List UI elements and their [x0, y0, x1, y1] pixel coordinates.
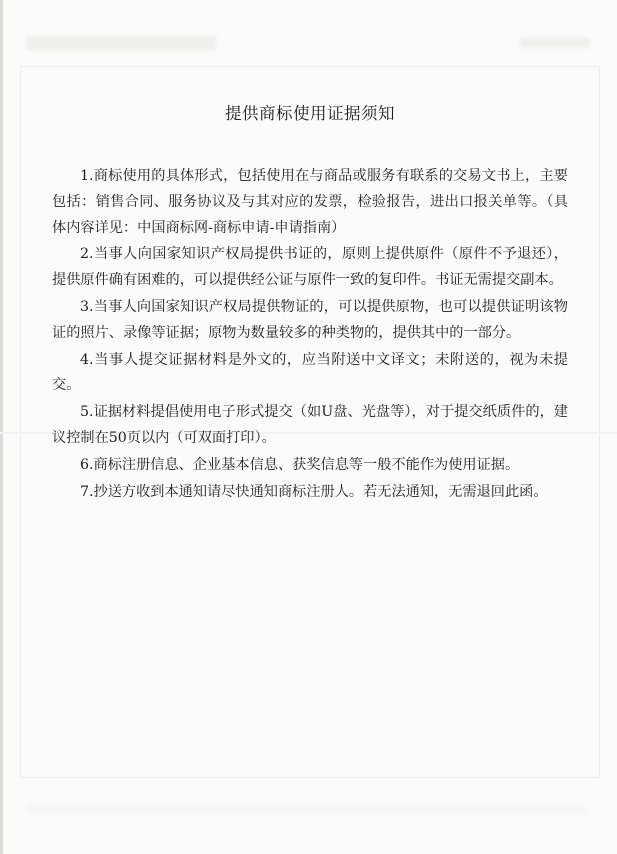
- notice-item-5: 5.证据材料提倡使用电子形式提交（如U盘、光盘等），对于提交纸质件的，建议控制在50页以内（可双面打印）。: [52, 404, 568, 446]
- notice-item-7: 7.抄送方收到本通知请尽快通知商标注册人。若无法通知，无需退回此函。: [80, 483, 548, 500]
- show-through-mark: [26, 806, 586, 812]
- notice-item-4: 4.当事人提交证据材料是外文的，应当附送中文译文；未附送的，视为未提交。: [52, 351, 568, 394]
- notice-item-6: 6.商标注册信息、企业基本信息、获奖信息等一般不能作为使用证据。: [80, 456, 520, 473]
- notice-body: [52, 164, 568, 505]
- paper-edge: [0, 0, 3, 854]
- document-title: 提供商标使用证据须知: [225, 104, 395, 123]
- notice-item-1: 1.商标使用的具体形式，包括使用在与商品或服务有联系的交易文书上，主要包括：销售合同、服务协议及与其对应的发票，检验报告，进出口报关单等。（具体内容详见：中国商标网-商标申请-申请指南）: [52, 168, 568, 236]
- notice-item-2: 2.当事人向国家知识产权局提供书证的，原则上提供原件（原件不予退还），提供原件确有困难的，可以提供经公证与原件一致的复印件。书证无需提交副本。: [52, 246, 568, 289]
- notice-document: [52, 100, 568, 506]
- notice-item-3: 3.当事人向国家知识产权局提供物证的，可以提供原物，也可以提供证明该物证的照片、录像等证据；原物为数量较多的种类物的，提供其中的一部分。: [52, 298, 568, 341]
- show-through-mark: [520, 38, 590, 48]
- show-through-mark: [26, 36, 216, 50]
